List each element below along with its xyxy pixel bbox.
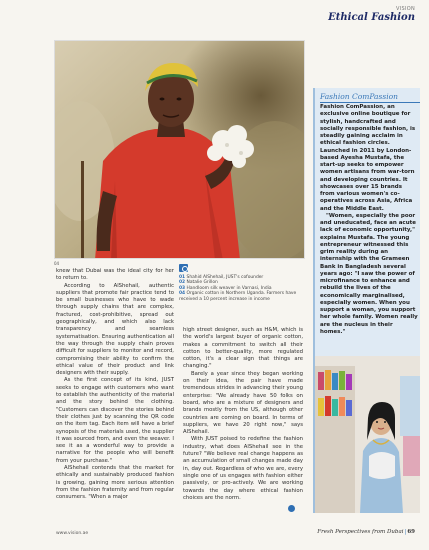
photo-number: 04: [54, 261, 60, 266]
section-title: Ethical Fashion: [328, 12, 415, 23]
cotton-farmer-photo: [54, 40, 305, 259]
designer-photo: [315, 356, 420, 513]
designer-illustration: [315, 356, 420, 513]
footer-url: www.vision.ae: [56, 531, 89, 536]
article-paragraph: knew that Dubai was the ideal city for her to return to.: [56, 268, 174, 282]
sidebar-paragraph: Fashion ComPassion, an exclusive online boutique for stylish, handcrafted and socially responsible fashion, is steadily gaining acclaim in ethical fashion circles. Launched in 2011 by London-based Ayesha Mustafa, the start-up seeks to empower women artisans from war-torn and developing countries. It showcases over 15 brands from various women's co-operatives across Asia, Africa and the Middle East.: [320, 104, 416, 212]
footer-tagline: Fresh Perspectives from Dubai: [317, 529, 404, 535]
footer-folio: Fresh Perspectives from Dubai|69: [317, 529, 415, 535]
article-paragraph: high street designer, such as H&M, which is the world's largest buyer of organic cotton, makes a commitment to switch all their cotton to better-quality, more regulated cotton, it's a clear sign that things are changing.": [183, 327, 303, 370]
caption-item: 02 Natalie Grillon: [179, 280, 218, 286]
caption-item: 03 Handloom silk weaver in Varnasi, India: [179, 285, 272, 291]
article-column-2: [183, 327, 303, 502]
caption-item: 04 Organic cotton in Northern Uganda. Farmers have received a 10 percent increase in income: [179, 291, 297, 302]
camera-icon: [179, 264, 188, 272]
article-end-icon: [288, 505, 295, 512]
article-paragraph: AlShehail contends that the market for ethically and sustainably produced fashion is growing, gaining more serious attention from the fashion fraternity and from regular consumers. "When a major: [56, 465, 174, 501]
caption-item: 01 Shahid AlShehail, JUST's cofounder: [179, 275, 264, 280]
article-paragraph: Barely a year since they began working on their idea, the pair have made tremendous strides in advancing their young enterprise: "We already have 50 folks on board, who are a mixture of designers and brands mostly from the US, although other countries are coming on board. In terms of suppliers, we have 20 right now," says AlShehail.: [183, 370, 303, 436]
page-number: 69: [407, 529, 415, 535]
section-label: VISION: [395, 6, 415, 12]
sidebar-box: [313, 88, 420, 513]
sidebar-paragraph: "Women, especially the poor and uneducated, face an acute lack of economic opportunity," explains Mustafa. The young entrepreneur witnessed this grim reality during an internship with the Grameen Bank in Bangladesh several years ago: "I saw the power of microfinance to enhance and rebuild the lives of the economically marginalised, especially women. When you support a woman, you support her whole family. Women really are the nucleus in their homes.": [320, 212, 418, 335]
article-column-1: [56, 268, 174, 502]
sidebar-text: [320, 104, 418, 336]
sidebar-title: Fashion ComPassion: [320, 92, 420, 103]
article-paragraph: According to AlShehail, authentic suppliers that promote fair practice tend to be small businesses who have to wade through supply chains that are complex, fractured, cost-prohibitive, spread out geographically, and which also lack transparency and seamless systematisation. Ensuring authentication all the way through the supply chain proves difficult for suppliers to monitor and record, compromising their ability to confirm the ethical value of their product and link designers with their supply.: [56, 282, 174, 377]
cotton-farmer-illustration: [55, 41, 305, 259]
article-paragraph: With JUST poised to redefine the fashion industry, what does AlShehail see in the future? "We believe real change happens as an accumulation of small changes made day in, day out. Regardless of who we are, every single one of us engages with fashion either passively, or pro-actively. We are working towards the day where ethical fashion choices are the norm.: [183, 436, 303, 501]
article-paragraph: As the first concept of its kind, JUST seeks to engage with customers who want to establish the authenticity of the material and the story behind the clothing. "Customers can discover the stories behind their clothes just by scanning the QR code on the item tag. Each item will have a brief synopsis of the materials used, the supplier it was sourced from, and even the weaver. I see it as a wonderful way to provide a narrative for the people who will benefit from your purchase.": [56, 377, 174, 464]
